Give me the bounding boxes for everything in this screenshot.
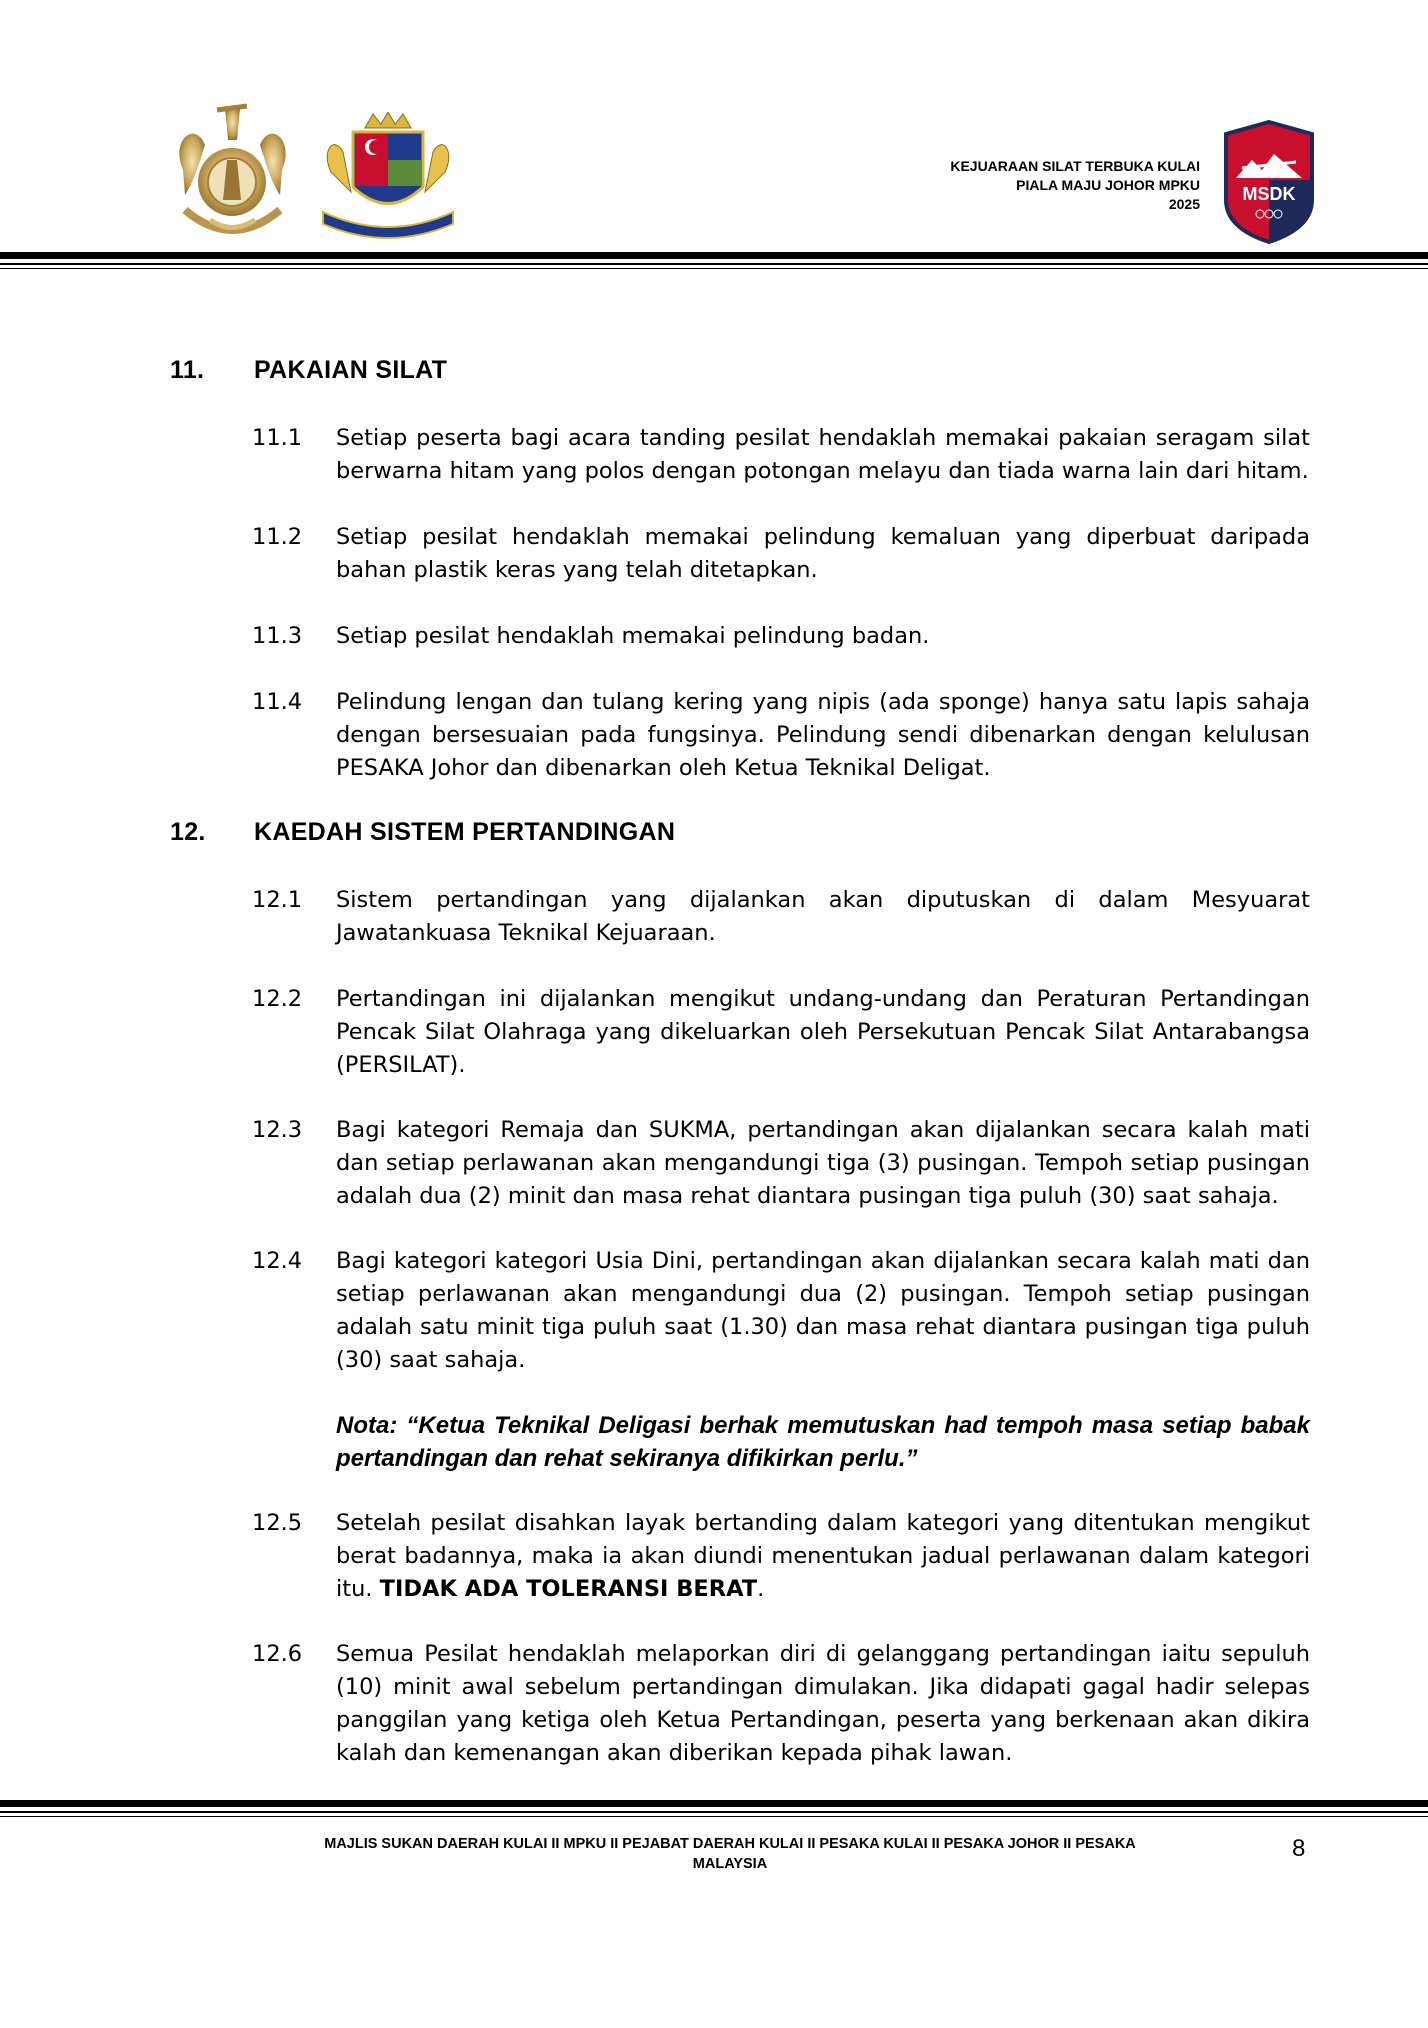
msdk-logo — [1222, 120, 1316, 244]
clause-text-end: . — [757, 1576, 765, 1602]
clause-11-1 — [252, 422, 1310, 488]
clause-12-4 — [252, 1245, 1310, 1377]
clause-number: 11.3 — [252, 623, 303, 649]
footer-organizations — [200, 1834, 1260, 1874]
clause-text-bold: TIDAK ADA TOLERANSI BERAT — [379, 1576, 758, 1602]
section-number: 12. — [170, 818, 206, 846]
section-title: PAKAIAN SILAT — [254, 356, 448, 384]
clause-11-2 — [252, 521, 1310, 587]
header-divider-hairline — [0, 268, 1428, 269]
clause-text — [336, 1507, 1310, 1606]
header-title-line-1: KEJUARAAN SILAT TERBUKA KULAI — [950, 158, 1200, 174]
clause-text: Semua Pesilat hendaklah melaporkan diri di gelanggang pertandingan iaitu sepuluh (10) minit awal sebelum pertandingan dimulakan. Jika didapati gagal hadir selepas panggilan yang ketiga oleh Ketua Pertandingan, peserta yang berkenaan akan dikira kalah dan kemenangan akan diberikan kepada pihak lawan. — [336, 1641, 1310, 1766]
clause-number: 11.1 — [252, 425, 303, 451]
clause-text: Sistem pertandingan yang dijalankan akan diputuskan di dalam Mesyuarat Jawatankuasa Teknikal Kejuaraan. — [336, 887, 1310, 946]
clause-text: Setiap peserta bagi acara tanding pesilat hendaklah memakai pakaian seragam silat berwarna hitam yang polos dengan potongan melayu dan tiada warna lain dari hitam. — [336, 425, 1310, 484]
section-heading-12 — [170, 818, 675, 847]
footer-divider-thin — [0, 1811, 1428, 1813]
clause-text-main: Setelah pesilat disahkan layak bertanding dalam kategori yang ditentukan mengikut berat badannya, maka ia akan diundi menentukan jadual perlawanan dalam kategori itu. — [336, 1510, 1310, 1602]
clause-11-3 — [252, 620, 1310, 653]
footer-line-2: MALAYSIA — [692, 1856, 768, 1872]
header-title — [950, 157, 1200, 214]
majlis-perbandaran-kulai-crest — [313, 112, 463, 244]
page-number: 8 — [1292, 1835, 1306, 1862]
clause-11-4 — [252, 686, 1310, 785]
clause-number: 12.4 — [252, 1248, 303, 1274]
header-title-line-2: PIALA MAJU JOHOR MPKU — [1016, 177, 1200, 193]
clause-number: 11.4 — [252, 689, 303, 715]
clause-text: Setiap pesilat hendaklah memakai pelindung badan. — [336, 623, 930, 649]
clause-12-2 — [252, 983, 1310, 1082]
section-title: KAEDAH SISTEM PERTANDINGAN — [254, 818, 676, 846]
clause-number: 11.2 — [252, 524, 303, 550]
clause-12-5 — [252, 1507, 1310, 1606]
clause-number: 12.1 — [252, 887, 303, 913]
clause-12-6 — [252, 1638, 1310, 1770]
kejuaraan-silat-logo — [165, 100, 300, 248]
clause-text: Pertandingan ini dijalankan mengikut undang-undang dan Peraturan Pertandingan Pencak Silat Olahraga yang dikeluarkan oleh Persekutuan Pencak Silat Antarabangsa (PERSILAT). — [336, 986, 1310, 1078]
header-title-line-3: 2025 — [1168, 196, 1200, 212]
clause-12-3 — [252, 1114, 1310, 1213]
footer-divider-hairline — [0, 1816, 1428, 1817]
header-divider-thick — [0, 252, 1428, 259]
clause-number: 12.6 — [252, 1641, 303, 1667]
clause-12-1 — [252, 884, 1310, 950]
footer-line-1: MAJLIS SUKAN DAERAH KULAI II MPKU II PEJABAT DAERAH KULAI II PESAKA KULAI II PESAKA JOHOR II PESAKA — [324, 1836, 1136, 1852]
clause-number: 12.3 — [252, 1117, 303, 1143]
clause-text: Setiap pesilat hendaklah memakai pelindung kemaluan yang diperbuat daripada bahan plastik keras yang telah ditetapkan. — [336, 524, 1310, 583]
nota-note: Nota: “Ketua Teknikal Deligasi berhak memutuskan had tempoh masa setiap babak pertandingan dan rehat sekiranya difikirkan perlu.” — [336, 1412, 1310, 1472]
clause-number: 12.5 — [252, 1510, 303, 1536]
clause-text: Pelindung lengan dan tulang kering yang nipis (ada sponge) hanya satu lapis sahaja dengan bersesuaian pada fungsinya. Pelindung sendi dibenarkan dengan kelulusan PESAKA Johor dan dibenarkan oleh Ketua Teknikal Deligat. — [336, 689, 1310, 781]
footer-divider-thick — [0, 1800, 1428, 1807]
header-divider-thin — [0, 263, 1428, 265]
msdk-logo-text: MSDK — [1242, 184, 1296, 204]
section-number: 11. — [170, 356, 205, 384]
clause-number: 12.2 — [252, 986, 303, 1012]
clause-text: Bagi kategori kategori Usia Dini, pertandingan akan dijalankan secara kalah mati dan setiap perlawanan akan mengandungi dua (2) pusingan. Tempoh setiap pusingan adalah satu minit tiga puluh saat (1.30) dan masa rehat diantara pusingan tiga puluh (30) saat sahaja. — [336, 1248, 1310, 1373]
section-heading-11 — [170, 356, 447, 385]
clause-text: Bagi kategori Remaja dan SUKMA, pertandingan akan dijalankan secara kalah mati dan setiap perlawanan akan mengandungi tiga (3) pusingan. Tempoh setiap pusingan adalah dua (2) minit dan masa rehat diantara pusingan tiga puluh (30) saat sahaja. — [336, 1117, 1310, 1209]
